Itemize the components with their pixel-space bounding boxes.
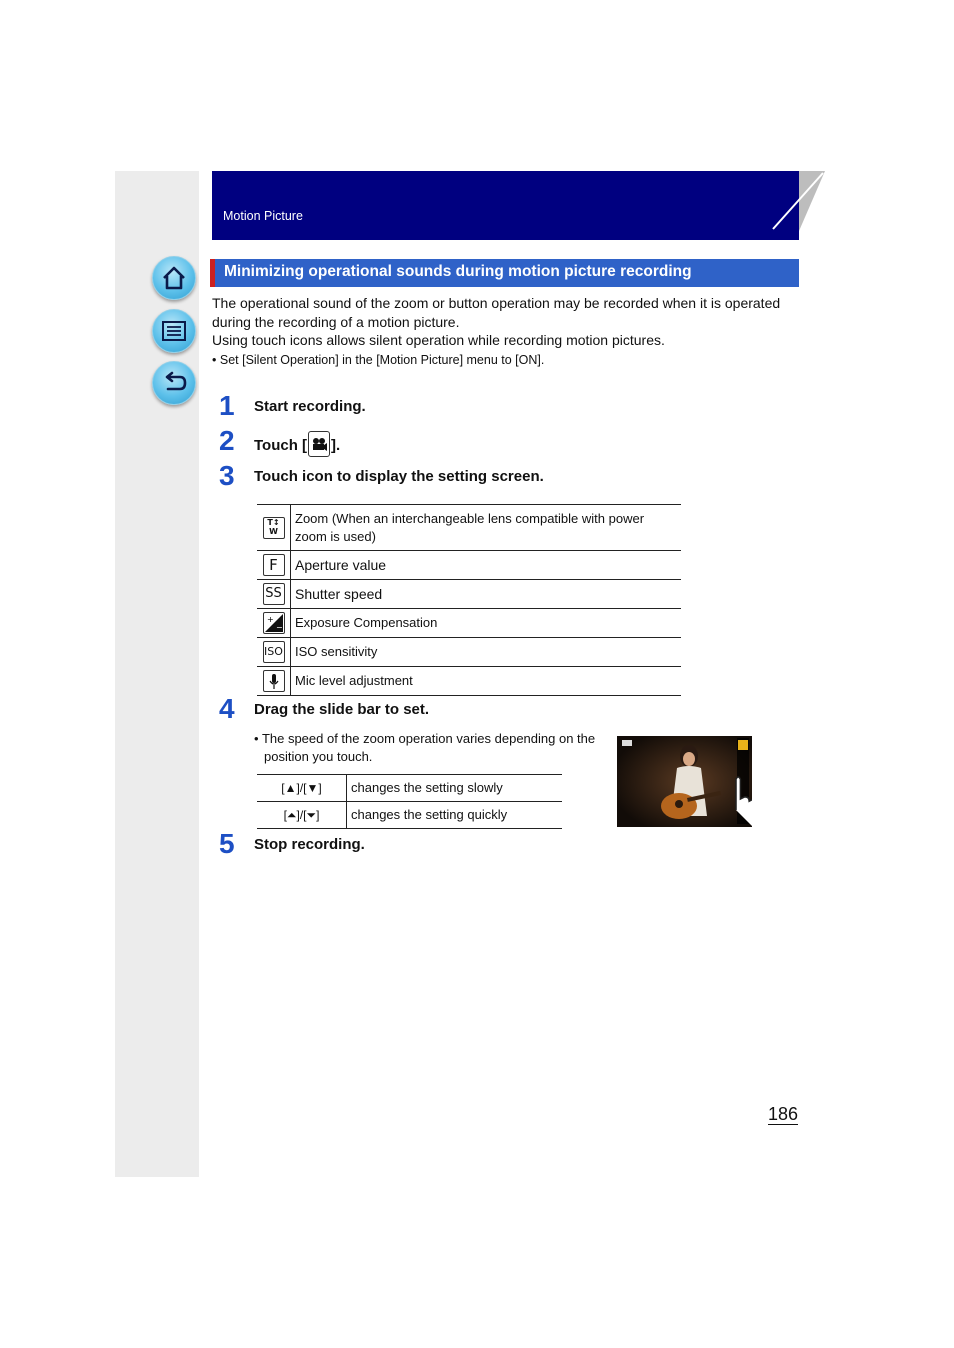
setting-label: ISO sensitivity — [291, 638, 682, 667]
step-4-bullet: • The speed of the zoom operation varies depending on the position you touch. — [254, 731, 596, 764]
header-section-label: Motion Picture — [223, 209, 303, 223]
table-row — [257, 802, 562, 829]
home-button[interactable] — [152, 256, 196, 300]
step-1-number: 1 — [219, 390, 235, 421]
step-2-text — [254, 433, 340, 459]
back-button[interactable] — [152, 361, 196, 405]
intro-text — [212, 294, 792, 369]
svg-text:+: + — [266, 615, 274, 624]
page-number: 186 — [768, 1104, 799, 1124]
setting-label: Zoom (When an interchangeable lens compatible with power zoom is used) — [291, 505, 682, 551]
step-4-bullet-text: The speed of the zoom operation varies depending on the position you touch. — [261, 731, 596, 764]
back-icon — [160, 369, 188, 397]
setting-label: Aperture value — [291, 551, 682, 580]
step-2-number: 2 — [219, 425, 235, 456]
menu-button[interactable] — [152, 309, 196, 353]
step-1-text: Start recording. — [254, 398, 366, 415]
header-corner-decoration — [770, 171, 825, 231]
table-row — [257, 638, 681, 667]
intro-note-text: Set [Silent Operation] in the [Motion Picture] menu to [ON]. — [219, 352, 545, 367]
setting-label: Shutter speed — [291, 580, 682, 609]
table-row — [257, 609, 681, 638]
step-4-text: Drag the slide bar to set. — [254, 701, 430, 718]
svg-text:−: − — [275, 623, 283, 632]
setting-label: Mic level adjustment — [291, 667, 682, 696]
aperture-f-icon: F — [263, 554, 285, 576]
fast-arrows-icon: [⏶]/[⏷] — [257, 802, 347, 829]
speed-label: changes the setting slowly — [347, 775, 563, 802]
step-2-text-after: ]. — [331, 436, 341, 454]
section-title — [210, 259, 799, 287]
iso-icon: ISO — [263, 641, 285, 663]
table-row — [257, 551, 681, 580]
page-header — [212, 171, 799, 240]
step-3-text: Touch icon to display the setting screen. — [254, 468, 544, 485]
table-row — [257, 775, 562, 802]
table-row — [257, 505, 681, 551]
step-4-number: 4 — [219, 693, 235, 724]
speed-label: changes the setting quickly — [347, 802, 563, 829]
intro-note: • Set [Silent Operation] in the [Motion Picture] menu to [ON]. — [212, 352, 545, 367]
intro-line-1: The operational sound of the zoom or button operation may be recorded when it is operated during the recording of a motion picture. — [212, 295, 781, 330]
setting-label: Exposure Compensation — [291, 609, 682, 638]
table-row — [257, 580, 681, 609]
slow-arrows-icon: [▲]/[▼] — [257, 775, 347, 802]
motion-picture-setting-icon — [308, 431, 330, 457]
menu-list-icon — [160, 317, 188, 345]
zoom-tw-icon: T↕ W — [263, 517, 285, 539]
step-5-number: 5 — [219, 828, 235, 859]
section-title-text: Minimizing operational sounds during motion picture recording — [224, 263, 692, 280]
touch-hand-icon — [725, 766, 752, 827]
camera-screen-illustration — [617, 736, 752, 827]
intro-line-2: Using touch icons allows silent operation while recording motion pictures. — [212, 332, 665, 348]
settings-table — [257, 504, 681, 696]
shutter-ss-icon: SS — [263, 583, 285, 605]
step-5-text: Stop recording. — [254, 836, 365, 853]
mic-icon — [263, 670, 285, 692]
step-2-text-before: Touch [ — [254, 436, 308, 454]
step-3-number: 3 — [219, 460, 235, 491]
exposure-compensation-icon — [263, 612, 285, 634]
table-row — [257, 667, 681, 696]
speed-table — [257, 774, 562, 829]
home-icon — [160, 264, 188, 292]
